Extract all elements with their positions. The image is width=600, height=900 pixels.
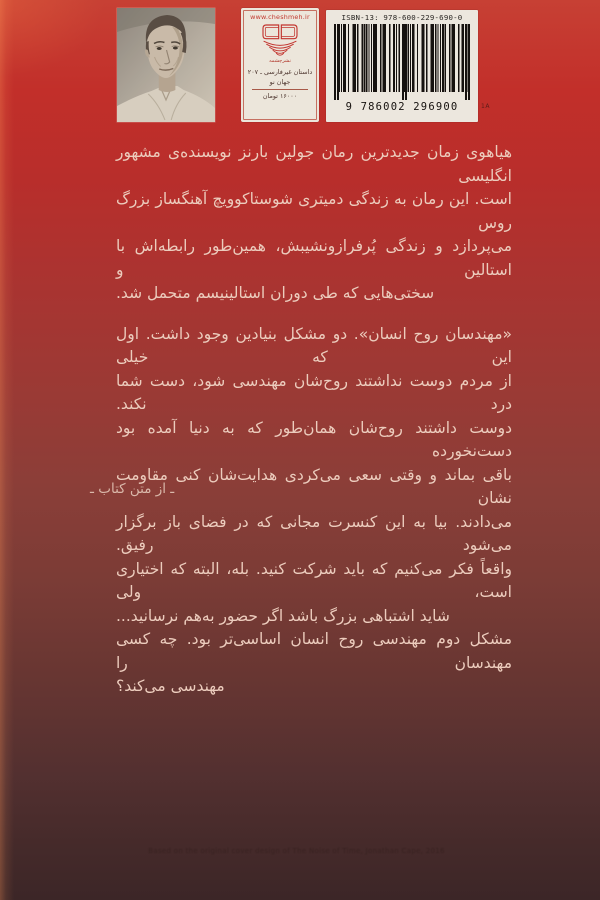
blurb-line: هیاهوی زمان جدیدترین رمان جولین بارنز نویسنده‌ی مشهور انگلیسی [116, 143, 512, 185]
isbn-label: ISBN-13: 978-600-229-690-0 [341, 13, 463, 22]
print-sheet-mark: 1A [481, 103, 490, 110]
quote-attribution: ـ از متن کتاب ـ [90, 481, 175, 497]
blurb-paragraph-1 [116, 141, 512, 306]
blurb-line: باقی بماند و وقتی سعی می‌کردی هدایت‌شان کنی مقاومت نشان [116, 465, 512, 507]
fine-print-credit-line: Based on the original cover design of The Noise of Time, Jonathan Cape, 2016 [148, 847, 445, 855]
publisher-info-box [241, 8, 319, 122]
blurb-line: سختی‌هایی که طی دوران استالینیسم متحمل شد. [116, 284, 435, 302]
portrait-illustration [117, 8, 215, 122]
blurb-line: می‌پردازد و زندگی پُرفرازونشیبش، همین‌طور رابطه‌اش با استالین و [116, 237, 512, 279]
blurb-line: از مردم دوست نداشتند روح‌شان مهندسی شود، دست شما درد نکند. [116, 371, 512, 413]
publisher-imprint: نشرچشمه [269, 58, 291, 64]
ean13-barcode [334, 24, 470, 92]
barcode-guard-bar [402, 24, 404, 100]
barcode-guard-bar [405, 24, 407, 100]
barcode-guard-bar [468, 24, 470, 100]
blurb-paragraph-2 [116, 323, 512, 629]
blurb-line: مشکل دوم مهندسی روح انسان اساسی‌تر بود. چه کسی مهندسان را [116, 630, 512, 672]
back-cover-blurb [116, 141, 512, 699]
publisher-website: www.cheshmeh.ir [250, 13, 310, 21]
ean-digits: 9 786002 296900 [345, 101, 459, 113]
series-category: داستان غیرفارسی ـ ۲۰۷ [247, 68, 313, 76]
barcode-guard-bar [465, 24, 467, 100]
blurb-line: است. این رمان به زندگی دمیتری شوستاکوویچ آهنگساز بزرگ روس [116, 190, 512, 232]
blurb-line: می‌دادند. بیا به این کنسرت مجانی که در فضای باز برگزار می‌شود رفیق. [116, 512, 512, 554]
barcode-guard-bar [334, 24, 336, 100]
cheshmeh-book-logo-icon [259, 22, 301, 58]
author-portrait-photo [117, 8, 215, 122]
barcode-guard-bar [337, 24, 339, 100]
blurb-line: مهندسی می‌کند؟ [116, 677, 225, 695]
blurb-line: واقعاً فکر می‌کنیم که باید شرکت کنید. بله، البته که اختیاری است، ولی [116, 559, 512, 601]
blurb-line: «مهندسان روح انسان». دو مشکل بنیادین وجود داشت. اول این که خیلی [116, 324, 512, 366]
blurb-line: دوست داشتند روح‌شان همان‌طور که به دنیا آمده بود دست‌نخورده [116, 418, 512, 460]
isbn-barcode-box [326, 10, 478, 122]
price: ۱۶۰۰۰ تومان [262, 92, 298, 100]
price-divider [252, 89, 308, 90]
blurb-paragraph-3 [116, 628, 512, 699]
series-name: جهان نو [269, 78, 291, 86]
blurb-line: شاید اشتباهی بزرگ باشد اگر حضور به‌هم نرسانید... [116, 606, 450, 625]
